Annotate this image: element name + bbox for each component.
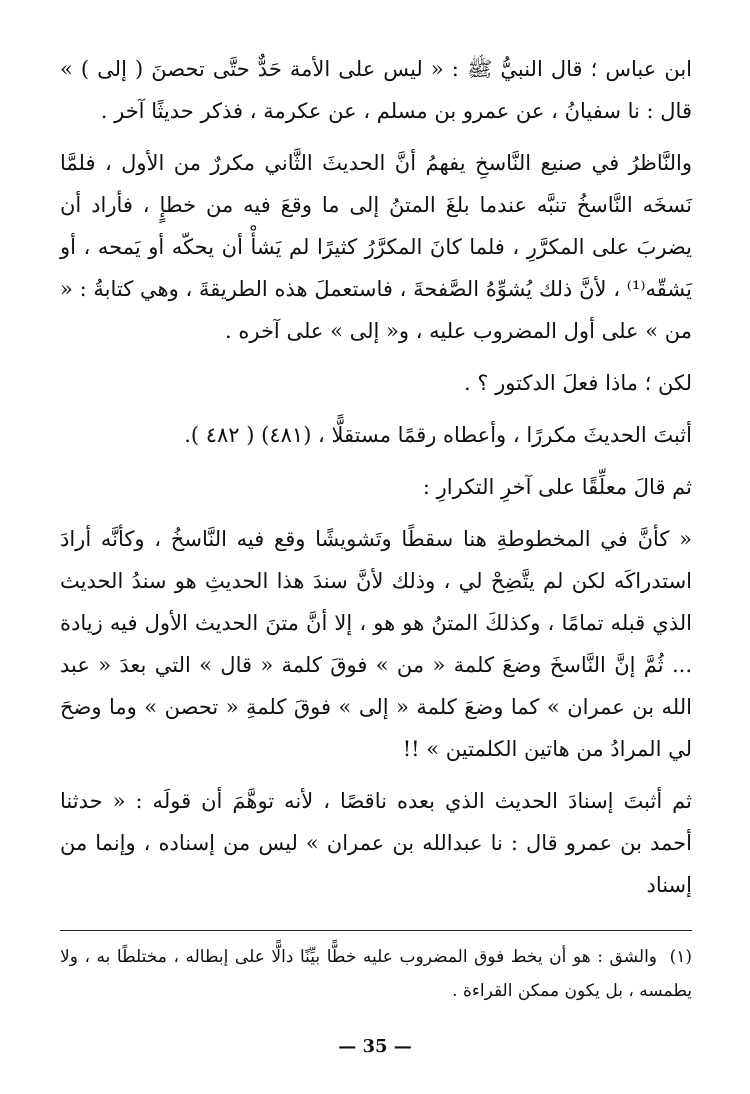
paragraph-2: والنَّاظرُ في صنيع النَّاسخِ يفهمُ أنَّ الحديثَ الثَّاني مكررٌ من الأول ، فلمَّا نَسخَه النَّاسخُ تنبَّه عندما بلغَ المتنُ إلى ما وقعَ فيه من خطإٍ ، فأراد أن يضربَ على المكرَّرِ ، فلما كانَ المكرَّرُ كثيرًا لم يَشأْ أن يحكّه أو يَمحه ، أو يَشقّه⁽¹⁾ ، لأنَّ ذلك يُشوِّهُ الصَّفحةَ ، فاستعملَ هذه الطريقةَ ، وهي كتابةُ : « من » على أول المضروب عليه ، و« إلى » على آخره . — [60, 151, 692, 343]
footnote-number: (١) — [669, 947, 692, 967]
page-body — [60, 48, 692, 1058]
paragraph-4: أثبتَ الحديثَ مكررًا ، وأعطاه رقمًا مستقلًّا ، (٤٨١) ( ٤٨٢ ). — [184, 423, 692, 447]
footnote-divider — [60, 930, 692, 931]
paragraph-1: ابن عباس ؛ قال النبيُّ ﷺ : « ليس على الأمة حَدٌّ حتَّى تحصنَ ( إلى ) » قال : نا سفيانُ ، عن عمرو بن مسلم ، عن عكرمة ، فذكر حديثًا آخر . — [60, 57, 692, 123]
paragraph-3: لكن ؛ ماذا فعلَ الدكتور ؟ . — [463, 371, 692, 395]
paragraph-7: ثم أثبتَ إسنادَ الحديث الذي بعده ناقصًا ، لأنه توهَّمَ أن قولَه : « حدثنا أحمد بن عمرو قال : نا عبدالله بن عمران » ليس من إسناده ، وإنما من إسناد — [60, 789, 692, 897]
footnote-text: والشق : هو أن يخط فوق المضروب عليه خطًّا بيِّنًا دالًّا على إبطاله ، مختلطًا به ، ولا يطمسه ، بل يكون ممكن القراءة . — [60, 947, 692, 1001]
footnote — [60, 940, 692, 1008]
quoted-paragraph: « كأنَّ في المخطوطةِ هنا سقطًا وتَشويشًا وقع فيه النَّاسخُ ، وكأنَّه أرادَ استدراكَه لكن لم يتَّضِحْ لي ، وذلك لأنَّ سندَ هذا الحديثِ هو سندُ الحديث الذي قبله تمامًا ، وكذلكَ المتنُ هو هو ، إلا أنَّ متنَ الحديث الأول فيه زيادة ... ثُمَّ إنَّ النَّاسخَ وضعَ كلمة « من » فوقَ كلمة « قال » التي بعدَ « عبد الله بن عمران » كما وضعَ كلمة « إلى » فوقَ كلمةِ « تحصن » وما وضحَ لي المرادُ من هاتين الكلمتين » !! — [60, 527, 692, 761]
page-number: — 35 — — [338, 1036, 412, 1057]
paragraph-5: ثم قالَ معلِّقًا على آخرِ التكرارِ : — [422, 475, 692, 499]
